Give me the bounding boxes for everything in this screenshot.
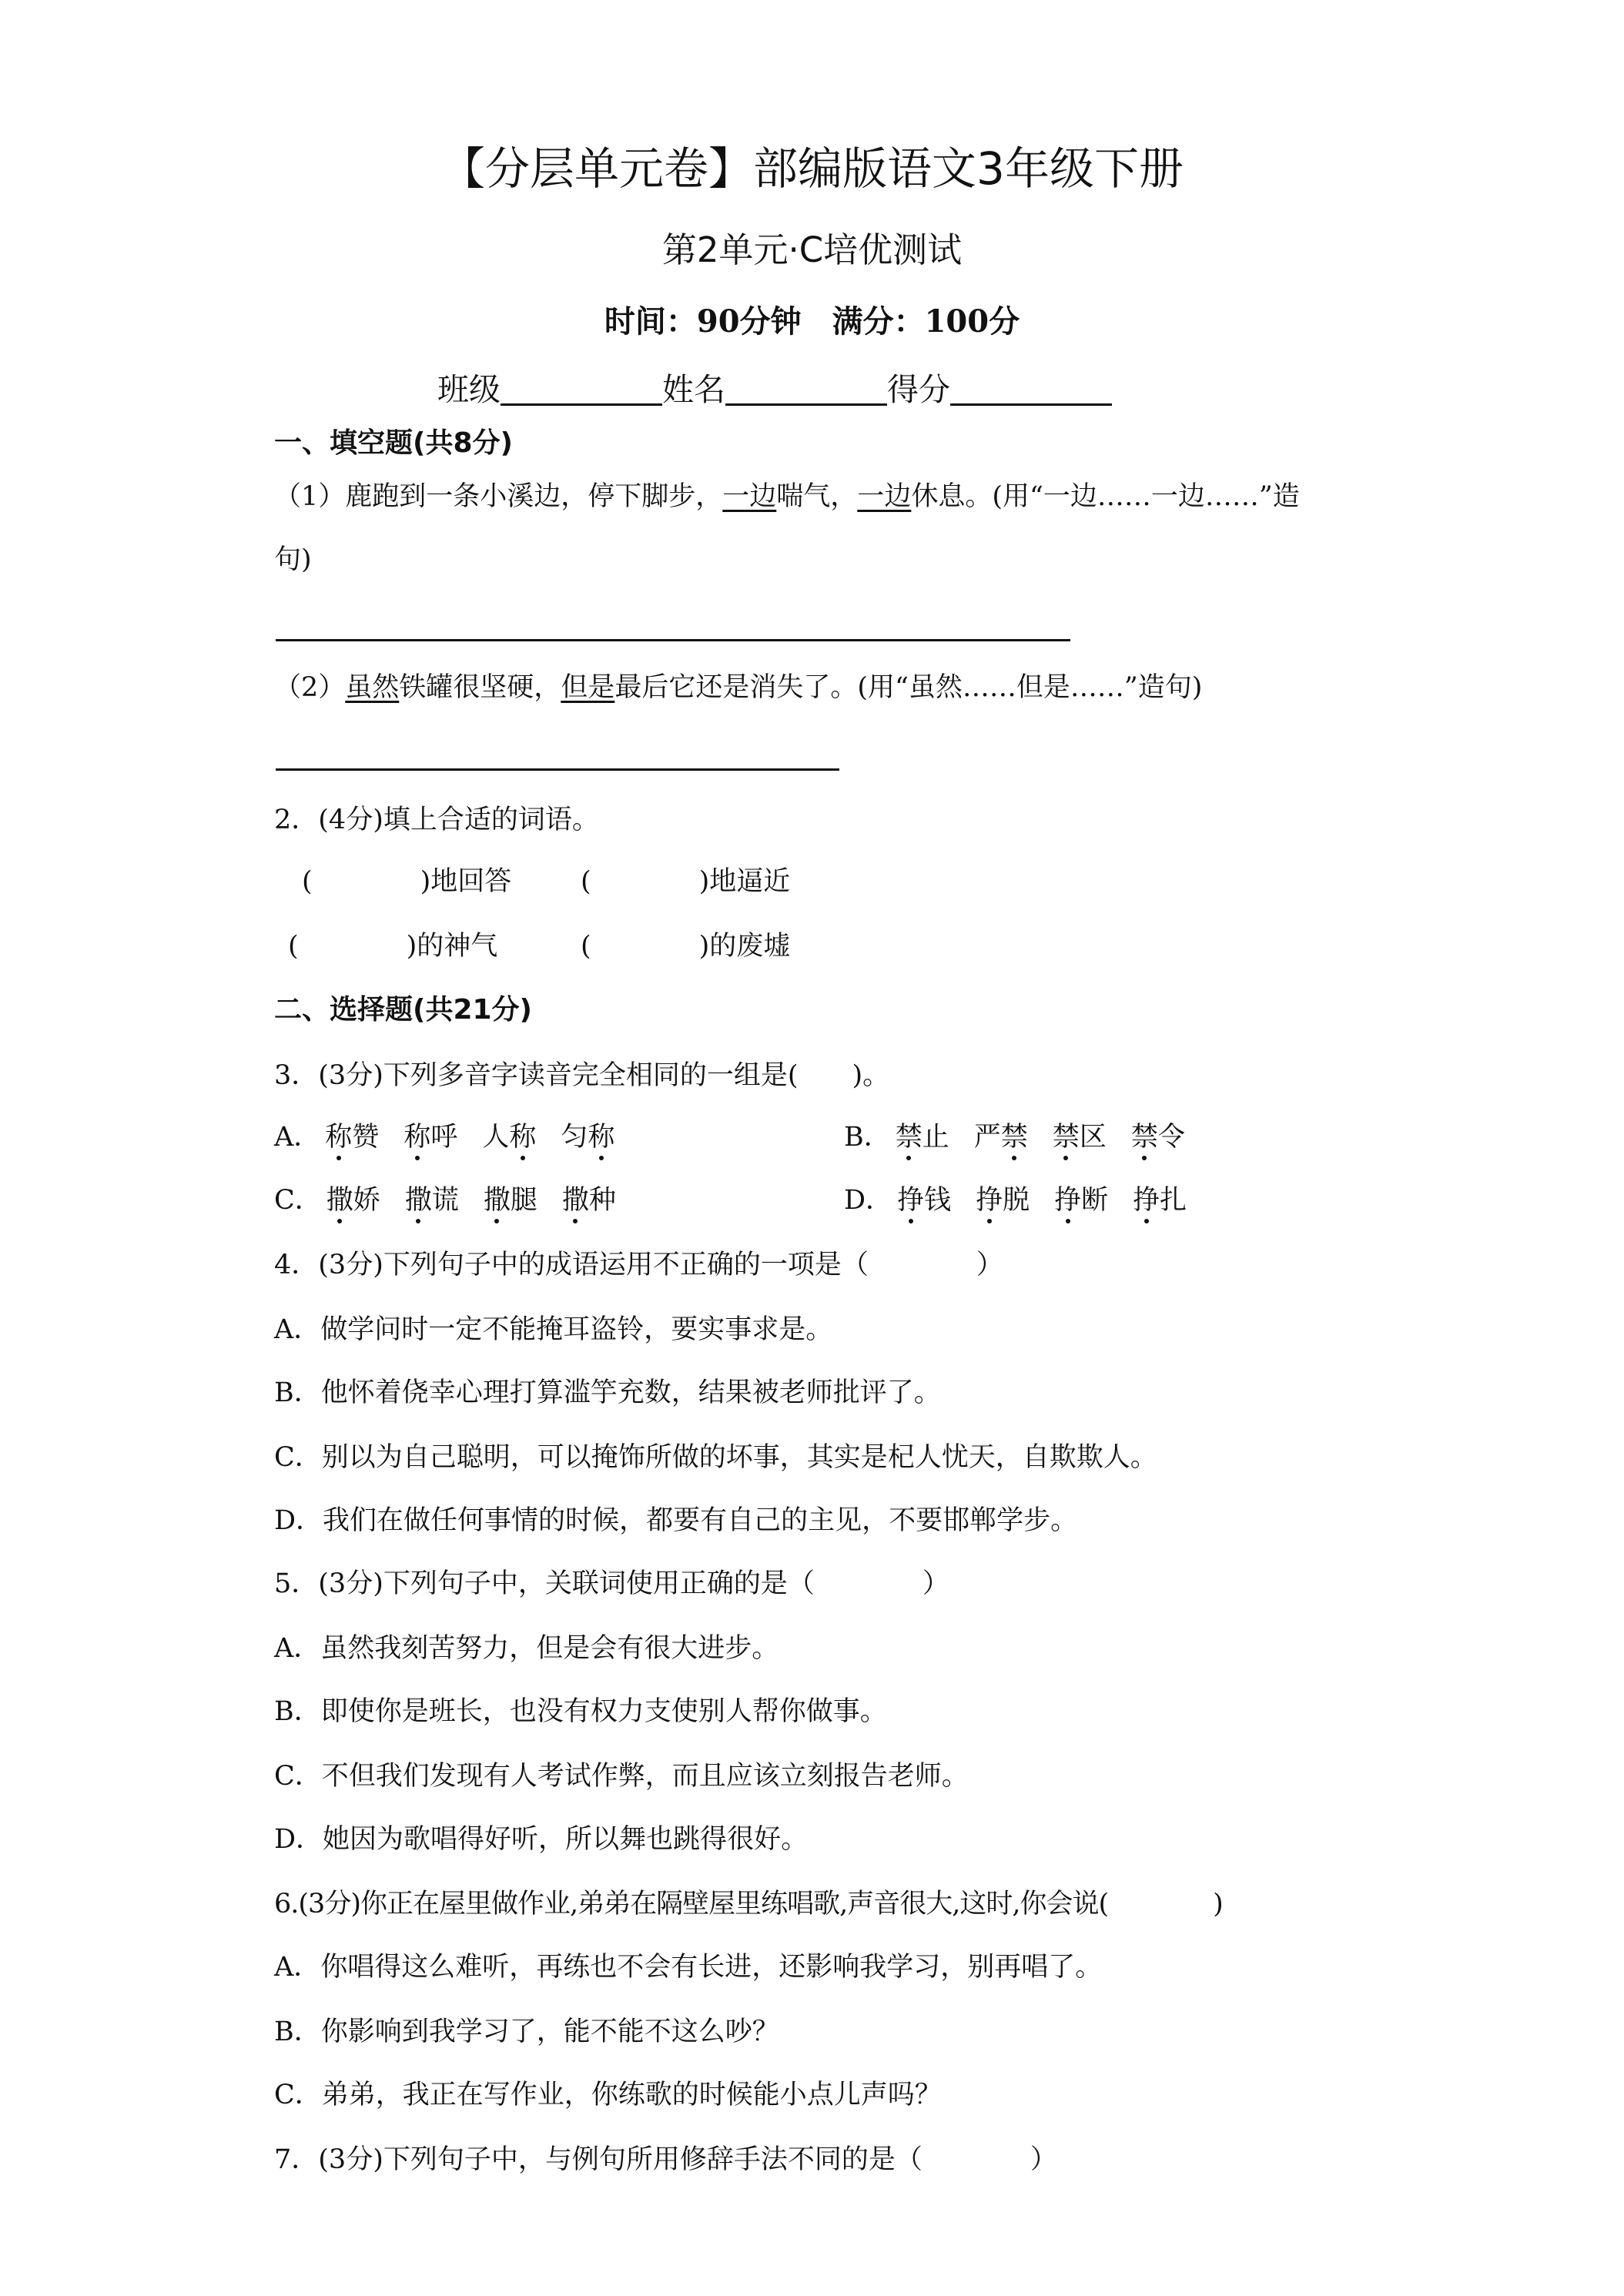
option-word: 撒娇 bbox=[326, 1185, 380, 1216]
option-word: 撒谎 bbox=[404, 1185, 459, 1216]
option-word: 禁令 bbox=[1130, 1122, 1185, 1153]
option-word: 挣断 bbox=[1054, 1185, 1109, 1216]
q5-option-a[interactable]: A．虽然我刻苦努力，但是会有很大进步。 bbox=[274, 1633, 779, 1664]
q6-stem: 6.(3分)你正在屋里做作业,弟弟在隔壁屋里练唱歌,声音很大,这时,你会说( ) bbox=[274, 1889, 1223, 1919]
q1-1-text: （1）鹿跑到一条小溪边，停下脚步， bbox=[274, 481, 723, 512]
q5-option-c[interactable]: C．不但我们发现有人考试作弊，而且应该立刻报告老师。 bbox=[274, 1761, 969, 1792]
page-subtitle: 第2单元·C培优测试 bbox=[661, 229, 963, 270]
q4-stem: 4．(3分)下列句子中的成语运用不正确的一项是（ ） bbox=[274, 1250, 1003, 1280]
q4-option-c[interactable]: C．别以为自己聪明，可以掩饰所做的坏事，其实是杞人忧天，自欺欺人。 bbox=[274, 1442, 1157, 1473]
q7-stem: 7．(3分)下列句子中，与例句所用修辞手法不同的是（ ） bbox=[274, 2144, 1057, 2175]
q1-1-underlined: 一边 bbox=[722, 481, 777, 512]
option-word: 撒种 bbox=[561, 1185, 616, 1216]
q1-2-text: 最后它还是消失了。(用“虽然……但是……”造句) bbox=[614, 672, 1203, 703]
q1-2-line bbox=[274, 674, 1202, 701]
q1-2-underlined: 虽然 bbox=[345, 672, 400, 703]
q6-option-b[interactable]: B．你影响到我学习了，能不能不这么吵？ bbox=[274, 2017, 779, 2047]
q5-stem: 5．(3分)下列句子中，关联词使用正确的是（ ） bbox=[274, 1568, 949, 1599]
q6-option-c[interactable]: C．弟弟，我正在写作业，你练歌的时候能小点儿声吗？ bbox=[274, 2080, 942, 2110]
option-word: 挣钱 bbox=[897, 1185, 952, 1216]
q1-1-underlined: 一边 bbox=[857, 481, 912, 512]
q2-blank-d[interactable]: ( )的废墟 bbox=[581, 931, 791, 962]
q1-1-line2: 句) bbox=[274, 544, 312, 575]
option-word: 禁止 bbox=[895, 1122, 949, 1153]
option-word: 挣扎 bbox=[1133, 1185, 1187, 1216]
q5-option-b[interactable]: B．即使你是班长，也没有权力支使别人帮你做事。 bbox=[274, 1696, 887, 1727]
q3-option-b[interactable] bbox=[844, 1124, 1210, 1151]
option-label: B． bbox=[844, 1122, 891, 1153]
class-label: 班级 bbox=[437, 371, 501, 408]
q2-blank-a[interactable]: ( )地回答 bbox=[302, 866, 512, 897]
option-word: 撒腿 bbox=[483, 1185, 537, 1216]
q2-blank-c[interactable]: ( )的神气 bbox=[288, 931, 498, 962]
q2-blank-b[interactable]: ( )地逼近 bbox=[581, 866, 791, 897]
option-word: 称呼 bbox=[403, 1122, 458, 1153]
q3-option-c[interactable] bbox=[274, 1187, 641, 1214]
option-word: 严禁 bbox=[973, 1122, 1028, 1153]
option-word: 禁区 bbox=[1052, 1122, 1107, 1153]
q1-1-text: 休息。(用“一边……一边……”造 bbox=[911, 481, 1300, 512]
name-blank[interactable] bbox=[725, 376, 887, 406]
q4-option-d[interactable]: D．我们在做任何事情的时候，都要有自己的主见，不要邯郸学步。 bbox=[274, 1505, 1078, 1536]
section1-heading: 一、填空题(共8分) bbox=[274, 427, 513, 459]
time-info: 时间：90分钟 满分：100分 bbox=[604, 303, 1020, 340]
q4-option-b[interactable]: B．他怀着侥幸心理打算滥竽充数，结果被老师批评了。 bbox=[274, 1377, 941, 1408]
q1-2-text: 铁罐很坚硬， bbox=[399, 672, 561, 703]
score-label: 得分 bbox=[887, 371, 950, 408]
option-word: 匀称 bbox=[561, 1122, 615, 1153]
option-word: 人称 bbox=[482, 1122, 537, 1153]
page-title: 【分层单元卷】部编版语文3年级下册 bbox=[440, 142, 1184, 195]
score-blank[interactable] bbox=[950, 376, 1112, 406]
q1-1-answer-line[interactable] bbox=[276, 639, 1070, 641]
name-label: 姓名 bbox=[662, 371, 725, 408]
q3-option-d[interactable] bbox=[844, 1187, 1211, 1214]
section2-heading: 二、选择题(共21分) bbox=[274, 994, 533, 1026]
q1-1-line1 bbox=[274, 481, 1300, 512]
option-word: 挣脱 bbox=[976, 1185, 1030, 1216]
q1-1-text: 喘气， bbox=[776, 481, 858, 512]
option-label: C． bbox=[274, 1185, 322, 1216]
q6-option-a[interactable]: A．你唱得这么难听，再练也不会有长进，还影响我学习，别再唱了。 bbox=[274, 1952, 1103, 1983]
q3-stem: 3．(3分)下列多音字读音完全相同的一组是( )。 bbox=[274, 1060, 890, 1091]
q1-2-text: （2） bbox=[274, 672, 346, 703]
option-label: A． bbox=[274, 1122, 321, 1153]
q1-2-answer-line[interactable] bbox=[276, 768, 839, 771]
q3-option-a[interactable] bbox=[274, 1124, 639, 1151]
q2-stem: 2．(4分)填上合适的词语。 bbox=[274, 805, 599, 835]
class-blank[interactable] bbox=[501, 376, 662, 406]
option-word: 称赞 bbox=[325, 1122, 380, 1153]
q1-2-underlined: 但是 bbox=[561, 672, 615, 703]
q5-option-d[interactable]: D．她因为歌唱得好听，所以舞也跳得很好。 bbox=[274, 1824, 809, 1855]
student-info-row bbox=[437, 371, 1112, 408]
q4-option-a[interactable]: A．做学问时一定不能掩耳盗铃，要实事求是。 bbox=[274, 1314, 833, 1345]
option-label: D． bbox=[844, 1185, 893, 1216]
